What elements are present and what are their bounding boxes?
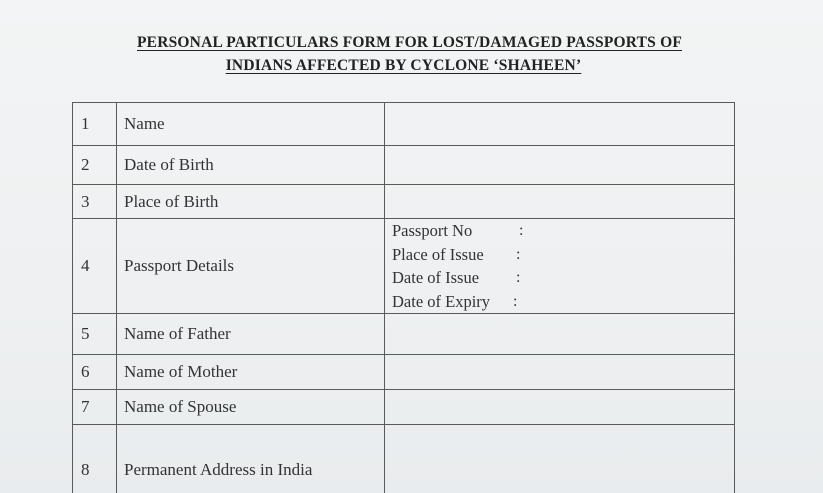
form-title-line-2 (0, 57, 815, 75)
passport-no-label: Passport No (392, 221, 473, 240)
row-number: 8 (73, 425, 117, 493)
date-of-expiry-colon: : (513, 292, 518, 310)
particulars-table (72, 102, 735, 493)
row-number: 2 (73, 146, 117, 185)
date-of-birth-field[interactable] (385, 146, 735, 185)
date-of-issue-label: Date of Issue (392, 268, 480, 287)
row-label-place-of-birth: Place of Birth (117, 185, 385, 219)
table-row (73, 219, 735, 314)
table-row (73, 185, 735, 219)
form-title-text-2: INDIANS AFFECTED BY CYCLONE ‘SHAHEEN’ (225, 57, 582, 74)
form-title-text-1: PERSONAL PARTICULARS FORM FOR LOST/DAMAGED PASSPORTS OF (137, 34, 682, 51)
row-label-name-of-mother: Name of Mother (117, 355, 385, 390)
form-title-line-1 (0, 34, 821, 52)
table-row (73, 390, 735, 425)
date-of-expiry-item[interactable] (392, 290, 734, 314)
row-label-name-of-spouse: Name of Spouse (117, 390, 385, 425)
row-number: 6 (73, 355, 117, 390)
permanent-address-field[interactable] (385, 425, 735, 493)
row-label-name: Name (117, 103, 385, 146)
table-row (73, 103, 735, 146)
place-of-issue-item[interactable] (392, 243, 734, 267)
date-of-expiry-label: Date of Expiry (392, 291, 491, 311)
passport-details-list (385, 219, 734, 313)
row-label-passport-details: Passport Details (117, 219, 385, 314)
table-row (73, 425, 735, 493)
row-number: 1 (73, 103, 117, 146)
row-number: 7 (73, 390, 117, 425)
passport-no-item[interactable] (392, 219, 734, 243)
row-label-date-of-birth: Date of Birth (117, 146, 385, 185)
passport-details-cell (385, 219, 735, 314)
table-row (73, 314, 735, 355)
name-of-mother-field[interactable] (385, 355, 735, 390)
row-label-name-of-father: Name of Father (117, 314, 385, 355)
row-number: 3 (73, 185, 117, 219)
date-of-issue-colon: : (516, 269, 521, 286)
table-row (73, 146, 735, 185)
name-of-father-field[interactable] (385, 314, 735, 355)
place-of-issue-colon: : (516, 245, 521, 263)
name-of-spouse-field[interactable] (385, 390, 735, 425)
place-of-issue-label: Place of Issue (392, 244, 484, 264)
passport-no-colon: : (519, 222, 524, 239)
row-label-permanent-address: Permanent Address in India (117, 425, 385, 493)
row-number: 5 (73, 314, 117, 355)
date-of-issue-item[interactable] (392, 266, 734, 290)
place-of-birth-field[interactable] (385, 185, 735, 219)
row-number: 4 (73, 219, 117, 314)
table-row (73, 355, 735, 390)
name-field[interactable] (385, 103, 735, 146)
